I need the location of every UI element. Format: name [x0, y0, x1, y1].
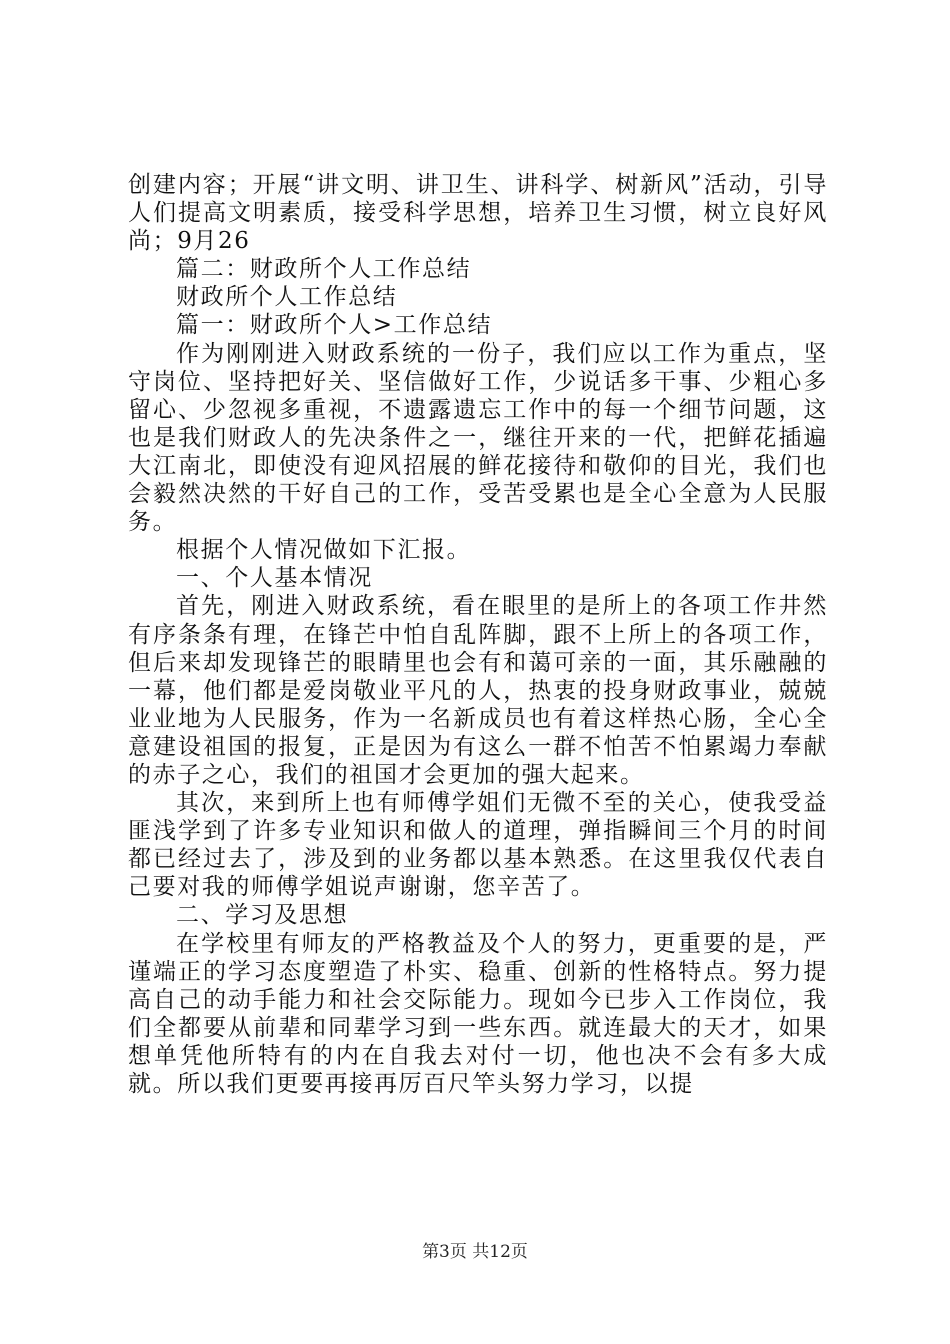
section-heading-part-one: 篇一：财政所个人>工作总结	[176, 312, 493, 339]
document-subtitle: 财政所个人工作总结	[176, 284, 398, 311]
paragraph-intro: 作为刚刚进入财政系统的一份子，我们应以工作为重点，坚守岗位、坚持把好关、坚信做好工作，少说话多干事、少粗心多留心、少忽视多重视，不遗露遗忘工作中的每一个细节问题，这也是我们财政人的先决条件之一，继往开来的一代，把鲜花插遍大江南北，即使没有迎风招展的鲜花接待和敬仰的目光，我们也会毅然决然的干好自己的工作，受苦受累也是全心全意为人民服务。	[128, 340, 828, 536]
paragraph-report-lead: 根据个人情况做如下汇报。	[176, 537, 472, 564]
heading-personal-situation: 一、个人基本情况	[176, 565, 373, 592]
document-body	[128, 171, 828, 1098]
heading-study-thought: 二、学习及思想	[176, 902, 349, 929]
paragraph-study: 在学校里有师友的严格教益及个人的努力，更重要的是，严谨端正的学习态度塑造了朴实、稳重、创新的性格特点。努力提高自己的动手能力和社会交际能力。现如今已步入工作岗位，我们全都要从前辈和同辈学习到一些东西。就连最大的天才，如果想单凭他所特有的内在自我去对付一切，他也决不会有多大成就。所以我们更要再接再厉百尺竿头努力学习，以提	[128, 930, 828, 1097]
paragraph-first: 首先，刚进入财政系统，看在眼里的是所上的各项工作井然有序条条有理，在锋芒中怕自乱阵脚，跟不上所上的各项工作，但后来却发现锋芒的眼睛里也会有和蔼可亲的一面，其乐融融的一幕，他们都是爱岗敬业平凡的人，热衷的投身财政事业，兢兢业业地为人民服务，作为一名新成员也有着这样热心肠，全心全意建设祖国的报复，正是因为有这么一群不怕苦不怕累竭力奉献的赤子之心，我们的祖国才会更加的强大起来。	[128, 593, 828, 788]
paragraph-second: 其次，来到所上也有师傅学姐们无微不至的关心，使我受益匪浅学到了许多专业知识和做人的道理，弹指瞬间三个月的时间都已经过去了，涉及到的业务都以基本熟悉。在这里我仅代表自己要对我的师傅学姐说声谢谢，您辛苦了。	[128, 790, 828, 901]
page-number-footer: 第3页 共12页	[422, 1242, 528, 1262]
section-heading-part-two: 篇二：财政所个人工作总结	[176, 256, 472, 283]
paragraph-1: 创建内容；开展“讲文明、讲卫生、讲科学、树新风”活动，引导人们提高文明素质，接受科学思想，培养卫生习惯，树立良好风尚；9月26	[128, 172, 828, 255]
